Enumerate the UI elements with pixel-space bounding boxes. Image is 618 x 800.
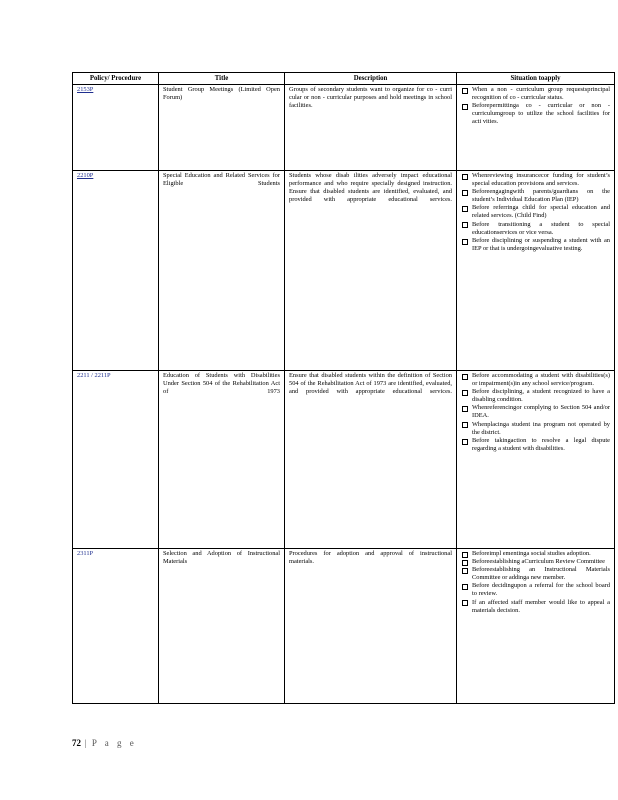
table-header-row	[73, 73, 615, 85]
situation-item: Before transitioning a student to special educationservices or vice versa.	[461, 221, 610, 237]
situation-item: Beforeimpl ementinga social studies adoption.	[461, 550, 610, 558]
situation-list	[461, 372, 610, 453]
situation-item: Beforepermittinga co - curricular or non - curriculumgroup to utilize the school facilities for acti vities.	[461, 102, 610, 126]
header-policy-procedure: Policy/ Procedure	[73, 73, 159, 85]
footer-separator: |	[84, 738, 89, 748]
policy-code-cell	[73, 549, 159, 704]
situation-cell	[457, 549, 615, 704]
situation-item: Beforeengagingwith parents/guardians on the student’s Individual Education Plan (IEP)	[461, 188, 610, 204]
situation-item: Beforeestablishing aCurriculum Review Committee	[461, 558, 610, 566]
table-row	[73, 85, 615, 171]
title-cell: Selection and Adoption of Instructional Materials	[159, 549, 285, 704]
policy-code-2311p: 2311P	[77, 550, 94, 557]
policy-code-cell	[73, 371, 159, 549]
title-cell: Education of Students with Disabilities Under Section 504 of the Rehabilitation Act of 1973	[159, 371, 285, 549]
situation-item: Whenplacinga student ina program not operated by the district.	[461, 421, 610, 437]
policy-code-2211: 2211 / 2211P	[77, 372, 111, 379]
situation-item: Before takingaction to resolve a legal dispute regarding a student with disabilities.	[461, 437, 610, 453]
situation-item: If an affected staff member would like to appeal a materials decision.	[461, 599, 610, 615]
table-row	[73, 549, 615, 704]
policy-link-2210p[interactable]: 2210P	[77, 172, 94, 179]
policy-table	[72, 72, 615, 704]
policy-code-cell	[73, 85, 159, 171]
title-cell: Special Education and Related Services for Eligible Students	[159, 171, 285, 371]
description-cell: Groups of secondary students want to organize for co - curri cular or non - curricular purposes and hold meetings in school facilities.	[285, 85, 457, 171]
page-footer	[72, 738, 137, 748]
situation-cell	[457, 371, 615, 549]
description-cell: Ensure that disabled students within the definition of Section 504 of the Rehabilitation Act of 1973 are identified, evaluated, and provided with appropriate educational services.	[285, 371, 457, 549]
situation-item: Before disciplining, a student recognized to have a disabling condition.	[461, 388, 610, 404]
situation-item: Beforeestablishing an Instructional Materials Committee or addinga new member.	[461, 566, 610, 582]
situation-item: Whenreferencingor complying to Section 504 and/or IDEA.	[461, 404, 610, 420]
situation-list	[461, 86, 610, 126]
title-cell: Student Group Meetings (Limited Open Forum)	[159, 85, 285, 171]
header-title: Title	[159, 73, 285, 85]
description-cell: Procedures for adoption and approval of instructional materials.	[285, 549, 457, 704]
situation-list	[461, 172, 610, 253]
description-cell: Students whose disab ilities adversely impact educational performance and who require specially designed instruction. Ensure that disabled students are identified, evaluated, and provided with appropriate educational services.	[285, 171, 457, 371]
header-situation: Situation toapply	[457, 73, 615, 85]
page-number: 72	[72, 738, 81, 748]
situation-item: Before accommodating a student with disabilities(s) or impairment(s)in any school service/program.	[461, 372, 610, 388]
situation-item: Before decidingupon a referral for the school board to review.	[461, 582, 610, 598]
situation-list	[461, 550, 610, 615]
situation-cell	[457, 171, 615, 371]
situation-item: When a non - curriculum group requestsprincipal recognition of co - curricular status.	[461, 86, 610, 102]
policy-code-cell	[73, 171, 159, 371]
page-label: P a g e	[91, 738, 137, 748]
table-row	[73, 171, 615, 371]
policy-link-2153p[interactable]: 2153P	[77, 86, 94, 93]
table-row	[73, 371, 615, 549]
situation-item: Before disciplining or suspending a student with an IEP or that is undergoingevaluative testing.	[461, 237, 610, 253]
situation-cell	[457, 85, 615, 171]
situation-item: Whenreviewing insurancecor funding for student’s special education provisions and services.	[461, 172, 610, 188]
header-description: Description	[285, 73, 457, 85]
situation-item: Before referringa child for special education and related services. (Child Find)	[461, 204, 610, 220]
